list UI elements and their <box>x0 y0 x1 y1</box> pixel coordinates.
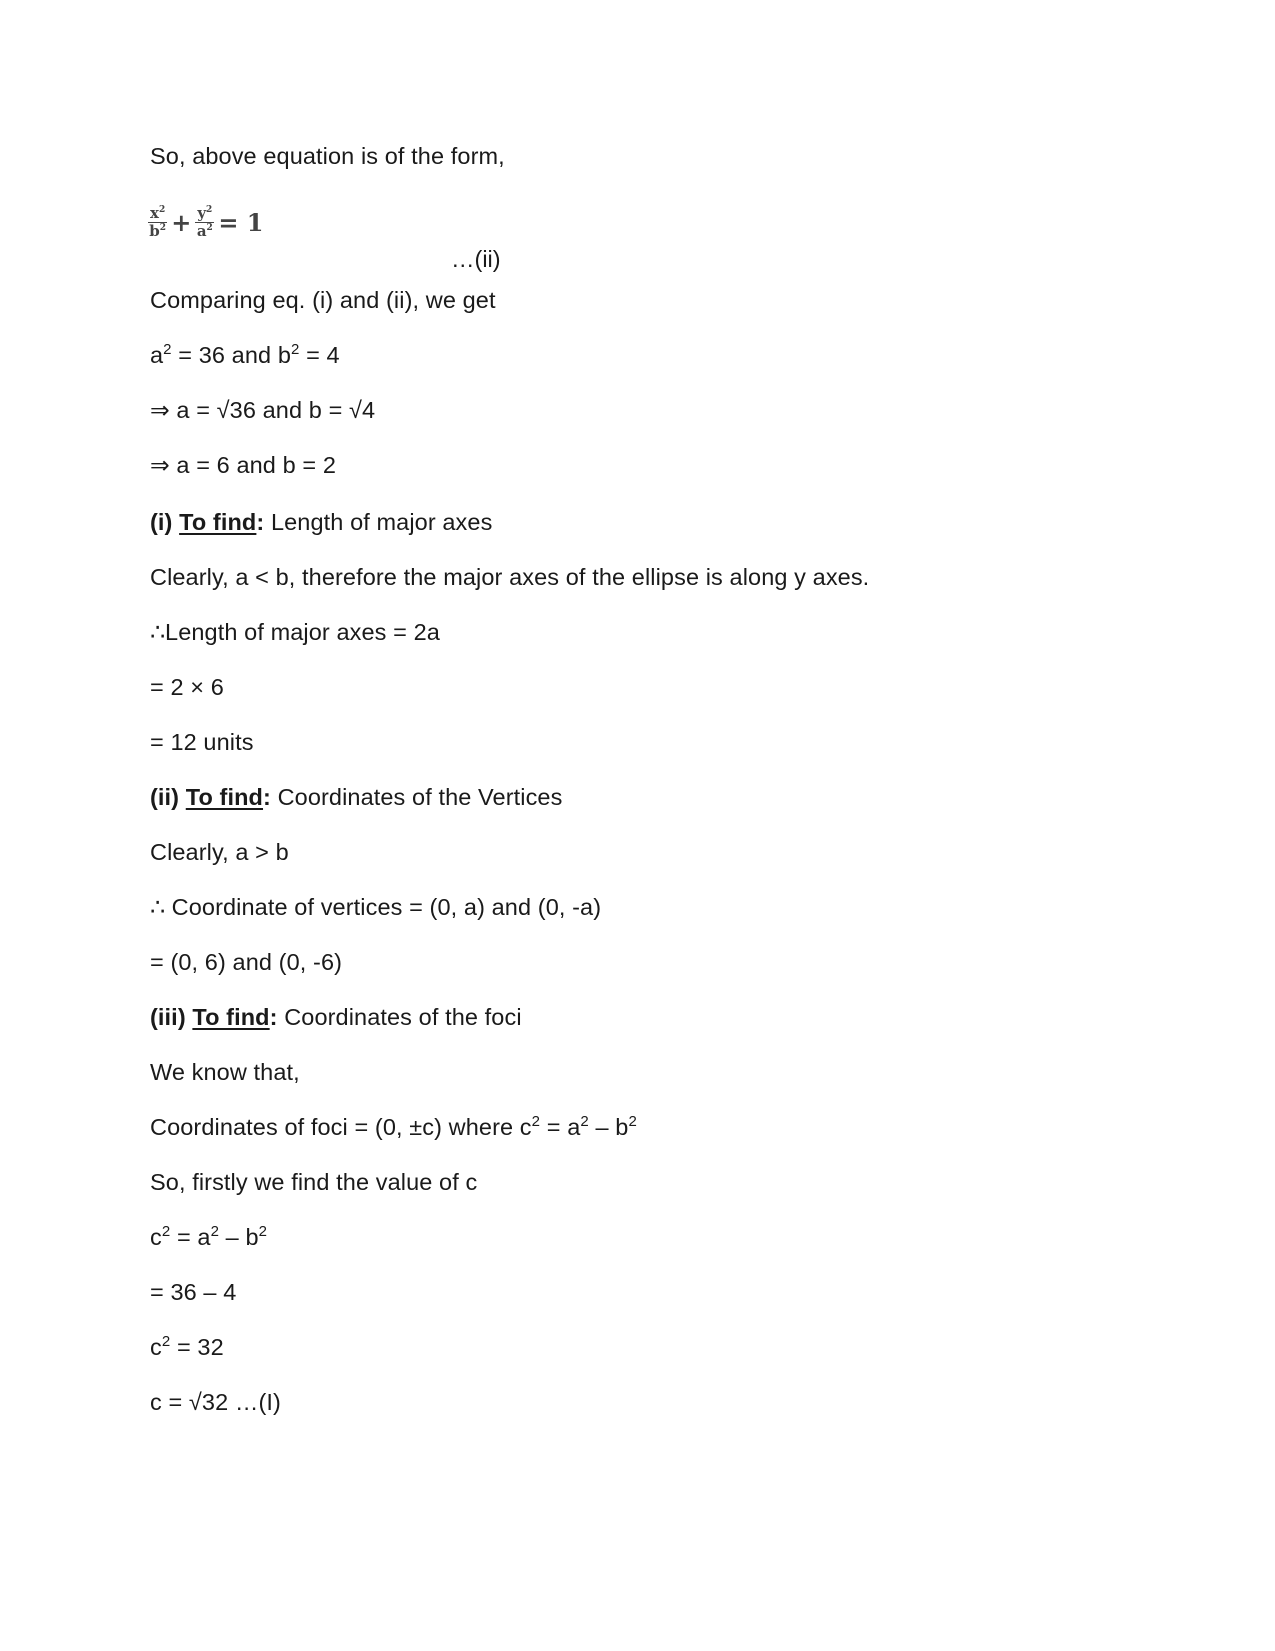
ellipse-equation <box>148 205 267 240</box>
text-line: = (0, 6) and (0, -6) <box>150 949 343 975</box>
text-line: So, above equation is of the form, <box>150 143 505 169</box>
text-line: $c^2 = 32$ <box>150 1333 224 1360</box>
text-line: c = √32 …(I) <box>150 1389 281 1415</box>
text-line: = 2 × 6 <box>150 674 224 700</box>
text-line: $a^2 = 36$ and $b^2 = 4$ <box>150 341 340 368</box>
text-line: Coordinates of foci = (0, ±c) where $c^2 = a^2 - b^2$ <box>150 1113 637 1140</box>
section-heading: (ii) To find: Coordinates of the Vertices <box>150 784 563 810</box>
text-line: = 36 – 4 <box>150 1279 237 1305</box>
section-heading: (i) To find: Length of major axes <box>150 509 493 535</box>
text-line: ⇒ a = √36 and b = √4 <box>150 397 376 423</box>
text-line: $c^2 = a^2 - b^2$ <box>150 1223 268 1250</box>
text-line: So, firstly we find the value of c <box>150 1169 478 1195</box>
fraction-x2-b2: $\frac{x^2}{b^2}$ <box>149 204 166 240</box>
equation-tag: …(ii) <box>451 246 501 272</box>
text-line: Clearly, a > b <box>150 839 289 865</box>
text-line: Comparing eq. (i) and (ii), we get <box>150 287 496 313</box>
text-line: = 12 units <box>150 729 254 755</box>
text-line: We know that, <box>150 1059 300 1085</box>
text-line: ∴ Coordinate of vertices = (0, a) and (0, -a) <box>150 894 602 920</box>
section-heading: (iii) To find: Coordinates of the foci <box>150 1004 522 1030</box>
plus-sign: + <box>171 208 192 237</box>
text-line: Clearly, a < b, therefore the major axes of the ellipse is along y axes. <box>150 564 870 590</box>
text-line: ⇒ a = 6 and b = 2 <box>150 452 337 478</box>
fraction-y2-a2: $\frac{y^2}{a^2}$ <box>196 204 213 240</box>
text-line: ∴Length of major axes = 2a <box>150 619 440 645</box>
equals-one: = 1 <box>218 208 264 237</box>
